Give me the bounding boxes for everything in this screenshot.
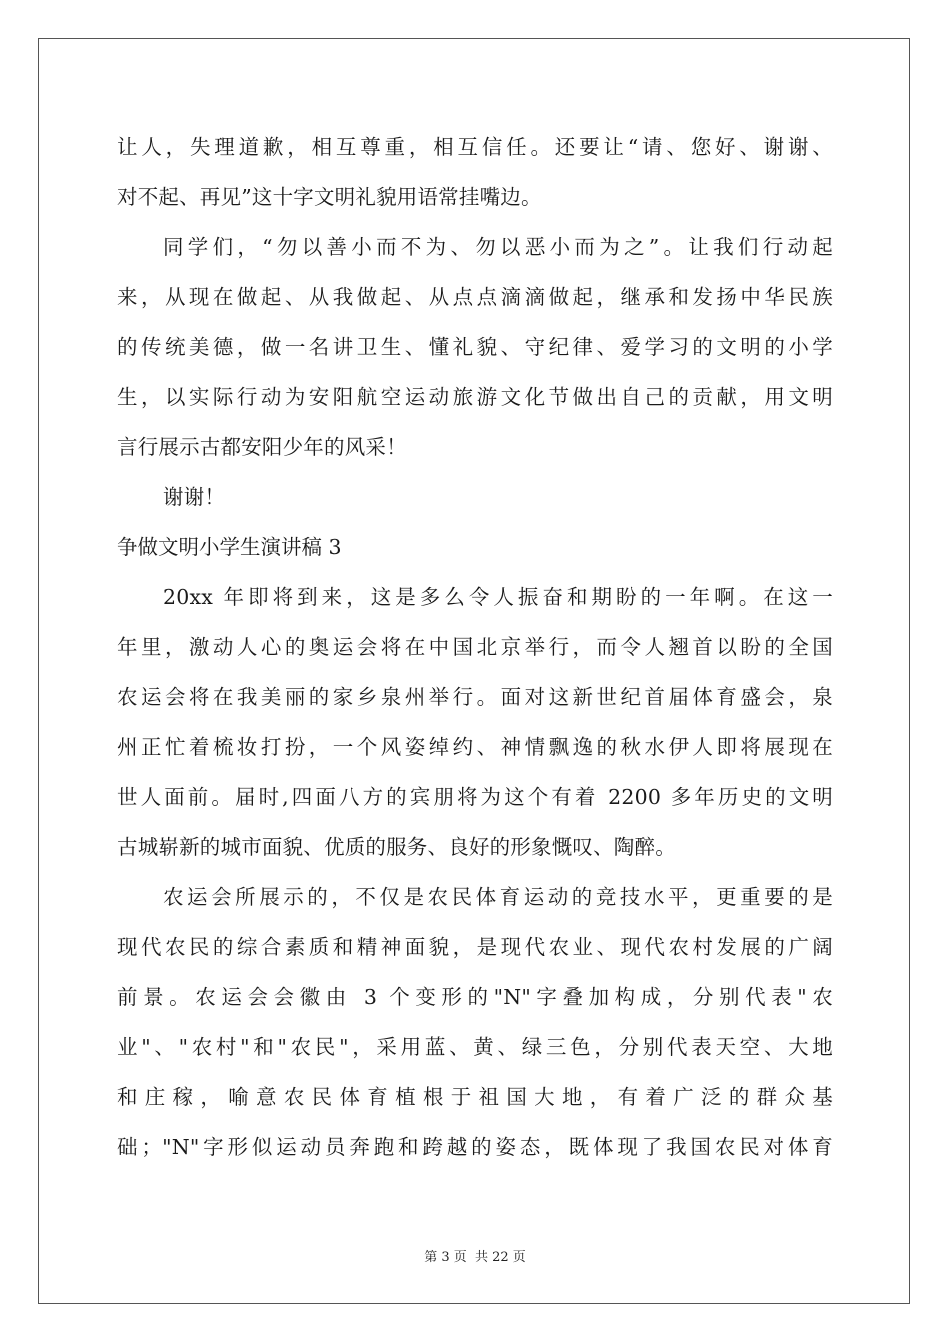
text-line: 州正忙着梳妆打扮，一个风姿绰约、神情飘逸的秋水伊人即将展现在 (117, 735, 833, 759)
text-line: 生，以实际行动为安阳航空运动旅游文化节做出自己的贡献，用文明 (117, 385, 833, 409)
total-pages: 共 22 页 (474, 1250, 526, 1265)
page-number: 第 3 页 (424, 1250, 467, 1265)
text-line: 言行展示古都安阳少年的风采！ (117, 435, 407, 459)
text-line: 年里，激动人心的奥运会将在中国北京举行，而令人翘首以盼的全国 (117, 635, 833, 659)
section-heading: 争做文明小学生演讲稿 3 (117, 535, 342, 559)
text-line: 对不起、再见”这十字文明礼貌用语常挂嘴边。 (117, 185, 542, 209)
closing-line: 谢谢！ (163, 485, 226, 509)
text-line: 让人，失理道歉，相互尊重，相互信任。还要让“请、您好、谢谢、 (117, 135, 833, 159)
text-line: 现代农民的综合素质和精神面貌，是现代农业、现代农村发展的广阔 (117, 935, 833, 959)
paragraph-first-line: 同学们，“勿以善小而不为、勿以恶小而为之”。让我们行动起 (163, 235, 833, 259)
text-line: 和庄稼，喻意农民体育植根于祖国大地，有着广泛的群众基 (117, 1085, 833, 1109)
text-line: 来，从现在做起、从我做起、从点点滴滴做起，继承和发扬中华民族 (117, 285, 833, 309)
text-line: 业"、"农村"和"农民"，采用蓝、黄、绿三色，分别代表天空、大地 (117, 1035, 833, 1059)
text-line: 农运会将在我美丽的家乡泉州举行。面对这新世纪首届体育盛会，泉 (117, 685, 833, 709)
document-body (117, 122, 833, 1172)
page-footer (0, 1246, 950, 1265)
paragraph-first-line: 农运会所展示的，不仅是农民体育运动的竞技水平，更重要的是 (163, 885, 833, 909)
text-line: 的传统美德，做一名讲卫生、懂礼貌、守纪律、爱学习的文明的小学 (117, 335, 833, 359)
text-line: 前景。农运会会徽由 3 个变形的"N"字叠加构成，分别代表"农 (117, 985, 833, 1009)
paragraph-first-line: 20xx 年即将到来，这是多么令人振奋和期盼的一年啊。在这一 (163, 585, 833, 609)
text-line: 础；"N"字形似运动员奔跑和跨越的姿态，既体现了我国农民对体育 (117, 1135, 833, 1159)
text-line: 古城崭新的城市面貌、优质的服务、良好的形象慨叹、陶醉。 (117, 835, 676, 859)
text-line: 世人面前。届时,四面八方的宾朋将为这个有着 2200 多年历史的文明 (117, 785, 833, 809)
